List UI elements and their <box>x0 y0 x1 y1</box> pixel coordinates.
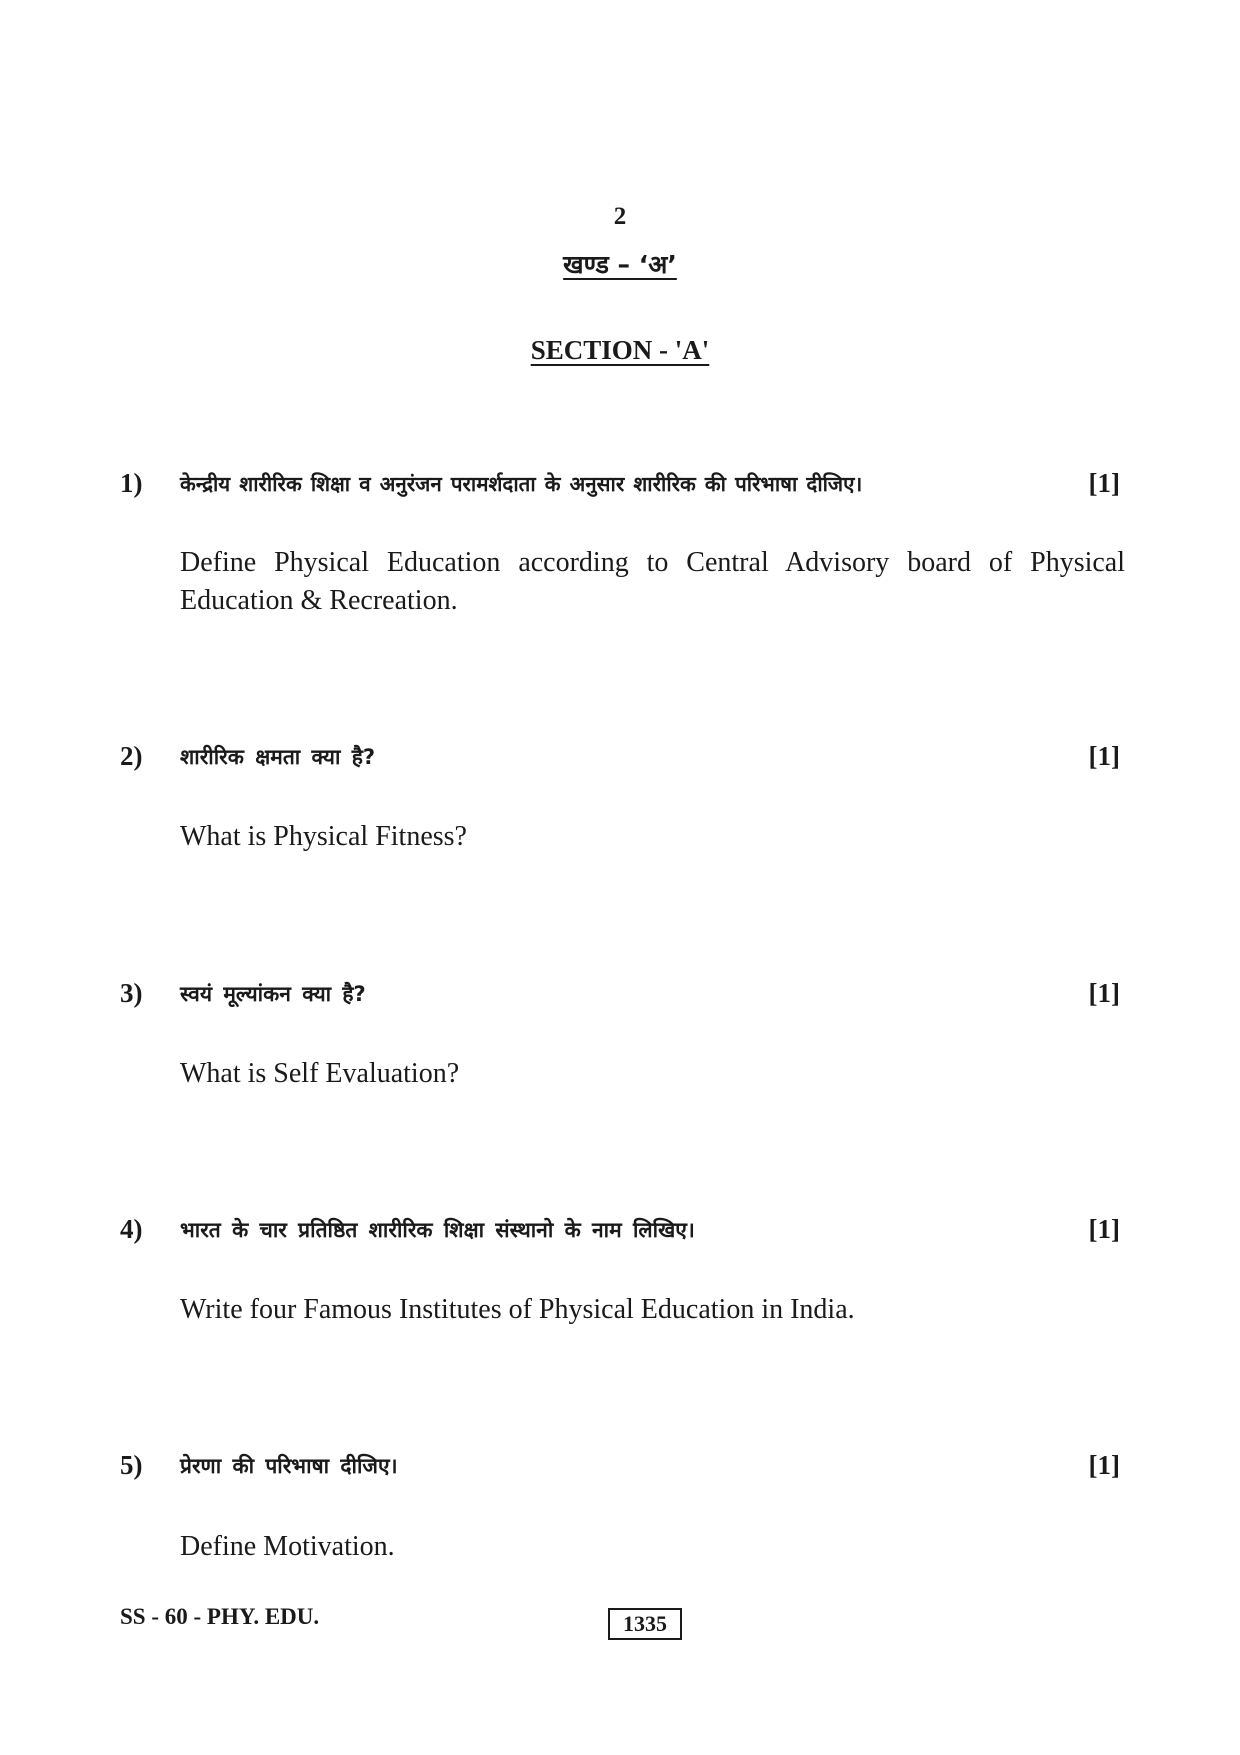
question-text-hindi: स्वयं मूल्यांकन क्या है? <box>180 982 366 1006</box>
question-number: 3) <box>120 978 143 1008</box>
page-number: 2 <box>613 203 627 230</box>
section-heading-hindi-text: खण्ड – ‘अ’ <box>563 250 677 279</box>
question-text-hindi: प्रेरणा की परिभाषा दीजिए। <box>180 1454 398 1478</box>
booklet-number-box: 1335 <box>608 1608 682 1640</box>
question-marks: [1] <box>1088 978 1120 1008</box>
question-marks: [1] <box>1088 1214 1120 1244</box>
question-number: 1) <box>120 468 143 498</box>
question-marks: [1] <box>1088 741 1120 771</box>
question-text-hindi: शारीरिक क्षमता क्या है? <box>180 745 376 769</box>
question-text-english: Write four Famous Institutes of Physical Education in India. <box>180 1294 855 1325</box>
section-heading-english-text: SECTION - 'A' <box>530 335 710 365</box>
question-number: 4) <box>120 1214 143 1244</box>
section-heading-english <box>0 335 1240 366</box>
question-text-english: What is Self Evaluation? <box>180 1058 460 1089</box>
question-text-english: What is Physical Fitness? <box>180 821 467 852</box>
paper-code: SS - 60 - PHY. EDU. <box>120 1604 320 1629</box>
question-text-hindi: केन्द्रीय शारीरिक शिक्षा व अनुरंजन परामर्शदाता के अनुसार शारीरिक की परिभाषा दीजिए। <box>180 472 863 496</box>
question-text-hindi: भारत के चार प्रतिष्ठित शारीरिक शिक्षा संस्थानो के नाम लिखिए। <box>180 1218 695 1242</box>
section-heading-hindi <box>0 247 1240 281</box>
question-marks: [1] <box>1088 1450 1120 1480</box>
question-text-english: Define Physical Education according to Central Advisory board of Physical Education & Recreation. <box>180 547 1125 616</box>
question-marks: [1] <box>1088 468 1120 498</box>
question-number: 2) <box>120 741 143 771</box>
question-text-english: Define Motivation. <box>180 1531 395 1562</box>
question-number: 5) <box>120 1450 143 1480</box>
